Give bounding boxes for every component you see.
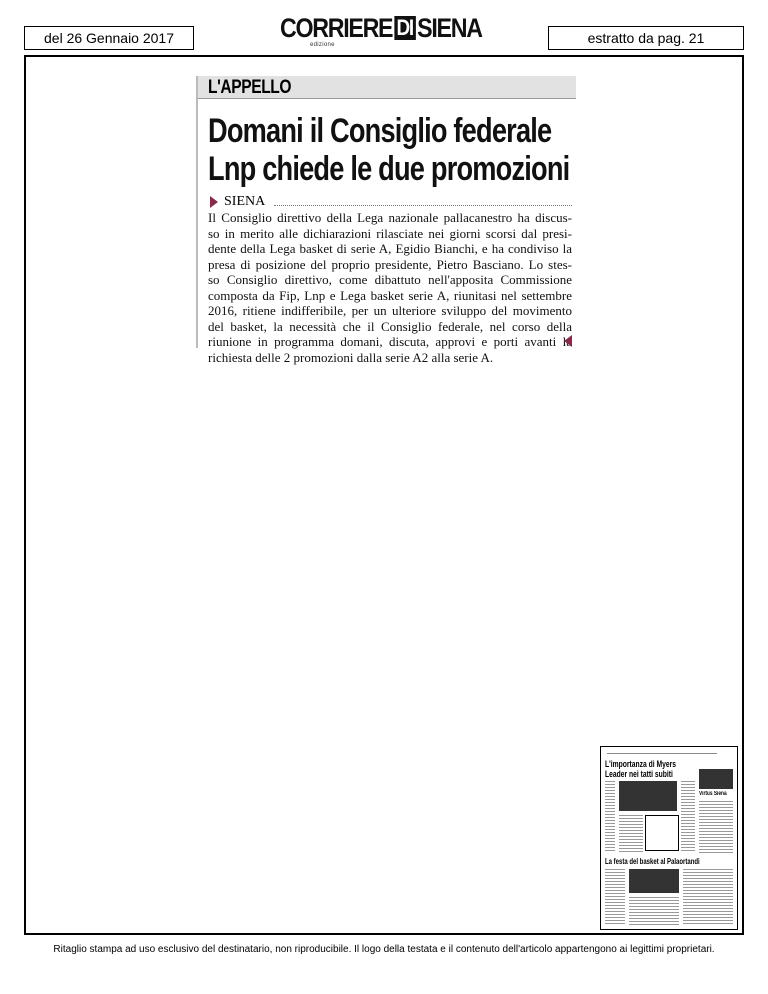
- body-line: 2016, ritiene indifferibile, per un ulteriore sviluppo del movimento: [208, 303, 572, 318]
- newspaper-logo: CORRIERE DI SIENA edizione: [280, 13, 482, 48]
- body-line: so in merito alle dichiarazioni rilasciate nei giorni scorsi dal presi-: [208, 225, 572, 241]
- thumbnail-headline-1b: Leader nei tatti subiti: [605, 769, 673, 779]
- thumbnail-headline-1: L'importanza di Myers: [605, 759, 677, 769]
- page-thumbnail: [600, 746, 738, 930]
- triangle-right-icon: [210, 196, 218, 208]
- headline-line-2: Lnp chiede le due promozioni: [208, 150, 570, 188]
- triangle-left-icon: [564, 335, 572, 347]
- body-line: composta da Fip, Lnp e Lega basket serie A, riunitasi nel settembre: [208, 287, 572, 303]
- body-line: del basket, la necessità che il Consiglio federale, nel corso della: [208, 318, 572, 334]
- article: [196, 76, 578, 365]
- body-line: presa di posizione del proprio presidente, Pietro Basciano. Lo stes-: [208, 256, 572, 272]
- thumbnail-headline-2: La festa del basket al Palaortandi: [605, 857, 700, 866]
- issue-date: del 26 Gennaio 2017: [44, 30, 174, 46]
- date-box: [24, 26, 194, 50]
- body-line: dente della Lega basket di serie A, Egidio Bianchi, e ha condiviso la: [208, 241, 572, 256]
- body-line: Il Consiglio direttivo della Lega nazionale pallacanestro ha discus-: [208, 210, 572, 225]
- body-line: so Consiglio direttivo, come dibattuto nell'apposita Commissione: [208, 272, 572, 287]
- body-line: richiesta delle 2 promozioni dalla serie A2 alla serie A.: [208, 349, 494, 365]
- page-reference: estratto da pag. 21: [587, 30, 705, 46]
- section-label: L'APPELLO: [208, 77, 292, 98]
- article-body: [208, 210, 572, 365]
- dateline-rule: [274, 205, 572, 206]
- dateline: SIENA: [224, 194, 266, 209]
- thumbnail-side-title: Virtus Siena: [699, 791, 727, 797]
- page-reference-box: [548, 26, 744, 50]
- dateline-row: [210, 193, 572, 211]
- section-bar: [198, 76, 576, 99]
- headline-line-1: Domani il Consiglio federale: [208, 112, 552, 150]
- headline: [208, 112, 570, 188]
- body-line: riunione in programma domani, discuta, approvi e porti avanti la: [208, 334, 572, 349]
- footer-disclaimer: Ritaglio stampa ad uso esclusivo del destinatario, non riproducibile. Il logo della testata e il contenuto dell'articolo appartengono ai legittimi proprietari.: [53, 944, 715, 955]
